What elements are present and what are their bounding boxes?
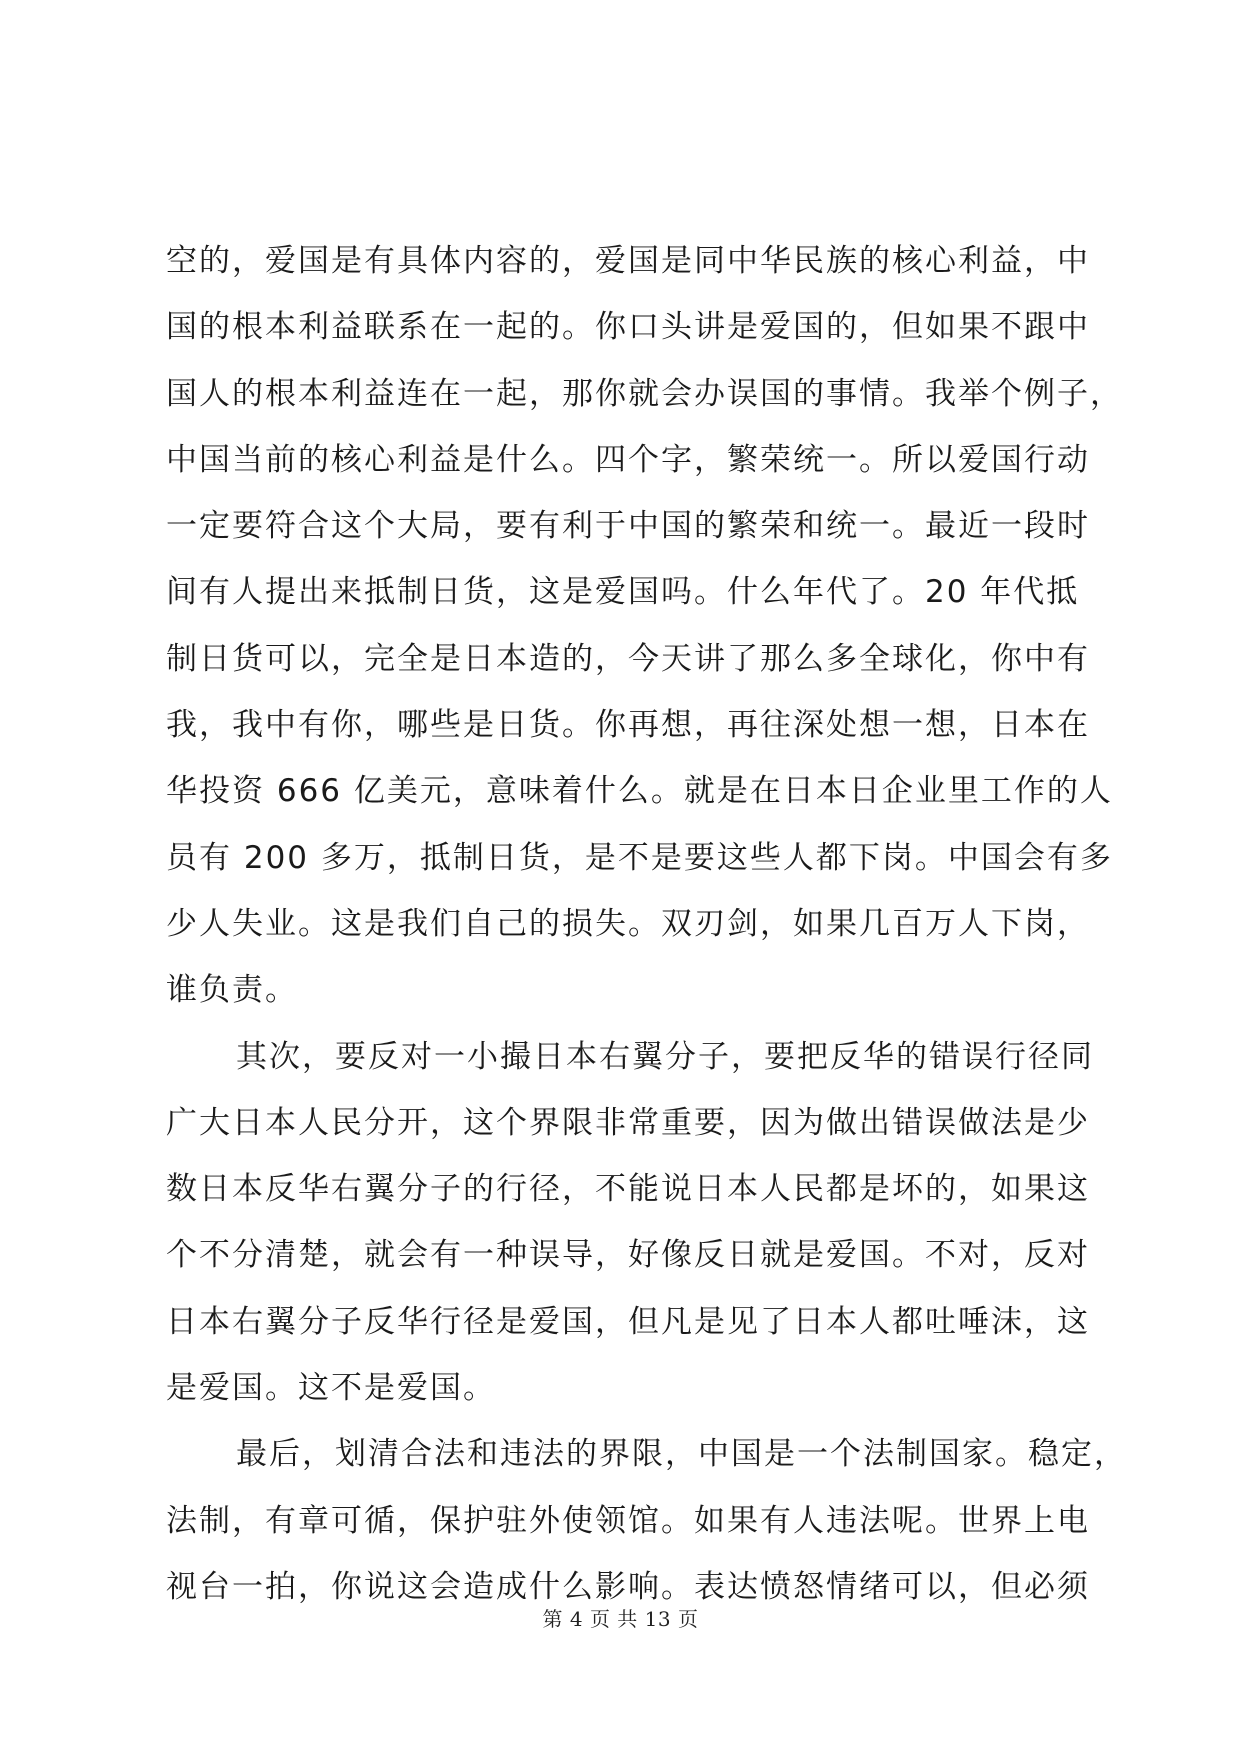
paragraph-first-line: 最后，划清合法和违法的界限，中国是一个法制国家。稳定， — [236, 1436, 1127, 1473]
text-line: 广大日本人民分开，这个界限非常重要，因为做出错误做法是少 — [166, 1104, 1090, 1141]
text-line: 我，我中有你，哪些是日货。你再想，再往深处想一想，日本在 — [166, 707, 1090, 744]
page-number-footer: 第 4 页 共 13 页 — [542, 1607, 699, 1631]
document-body — [166, 228, 1127, 1620]
text-line: 空的，爱国是有具体内容的，爱国是同中华民族的核心利益，中 — [166, 243, 1090, 279]
text-line: 日本右翼分子反华行径是爱国，但凡是见了日本人都吐唾沫，这 — [166, 1303, 1090, 1340]
text-line: 个不分清楚，就会有一种误导，好像反日就是爱国。不对，反对 — [166, 1237, 1090, 1274]
text-line: 中国当前的核心利益是什么。四个字，繁荣统一。所以爱国行动 — [166, 441, 1090, 478]
text-line: 一定要符合这个大局，要有利于中国的繁荣和统一。最近一段时 — [166, 508, 1090, 545]
text-line: 法制，有章可循，保护驻外使领馆。如果有人违法呢。世界上电 — [166, 1502, 1090, 1539]
text-line: 数日本反华右翼分子的行径，不能说日本人民都是坏的，如果这 — [166, 1171, 1090, 1208]
text-line: 间有人提出来抵制日货，这是爱国吗。什么年代了。20 年代抵 — [166, 574, 1080, 611]
text-line: 制日货可以，完全是日本造的，今天讲了那么多全球化，你中有 — [166, 640, 1090, 677]
text-line: 华投资 666 亿美元，意味着什么。就是在日本日企业里工作的人 — [166, 773, 1113, 810]
text-line: 员有 200 多万，抵制日货，是不是要这些人都下岗。中国会有多 — [166, 839, 1113, 876]
text-line: 谁负责。 — [166, 972, 298, 1009]
text-line: 国人的根本利益连在一起，那你就会办误国的事情。我举个例子， — [166, 375, 1123, 412]
text-line: 视台一拍，你说这会造成什么影响。表达愤怒情绪可以，但必须 — [166, 1568, 1090, 1605]
text-line: 少人失业。这是我们自己的损失。双刃剑，如果几百万人下岗， — [166, 905, 1090, 942]
text-line: 国的根本利益联系在一起的。你口头讲是爱国的，但如果不跟中 — [166, 309, 1090, 346]
text-line: 是爱国。这不是爱国。 — [166, 1370, 496, 1407]
paragraph-first-line: 其次，要反对一小撮日本右翼分子，要把反华的错误行径同 — [236, 1038, 1094, 1075]
